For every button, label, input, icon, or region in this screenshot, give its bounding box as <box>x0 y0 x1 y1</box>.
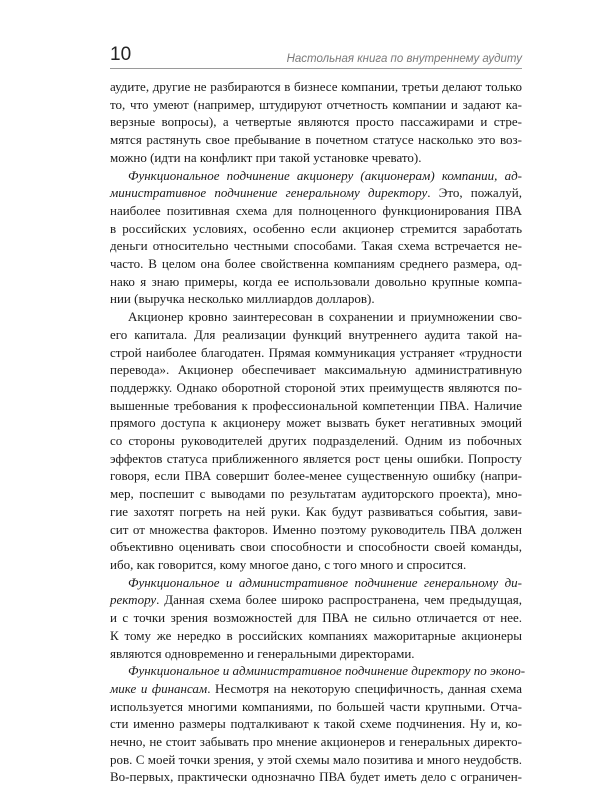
line-text: часто. В целом она более свойственна компаниям среднего размера, од- <box>110 256 522 272</box>
text-line <box>110 432 522 450</box>
text-line <box>110 627 522 645</box>
line-text: нако я знаю примеры, когда ее использовали довольно крупные компа- <box>110 273 522 289</box>
line-text: говоря, если ПВА совершит более-менее существенную ошибку (напри- <box>110 468 522 484</box>
line-text: строй наиболее благодатен. Прямая коммуникация устраняет «трудности <box>110 344 522 360</box>
line-text: верзные вопросы), а четвертые являются просто пассажирами и стре- <box>110 114 522 130</box>
line-text: Во-первых, практически однозначно ПВА будет иметь дело с ограничен- <box>110 769 522 785</box>
line-text: ров. С моей точки зрения, у этой схемы мало позитива и много неудобств. <box>110 751 522 767</box>
paragraph <box>110 308 522 574</box>
text-line <box>110 255 522 273</box>
text-line <box>110 167 522 185</box>
line-text: прямого доступа к акционеру может вызвать букет негативных эмоций <box>110 415 522 431</box>
text-line <box>110 556 522 574</box>
line-text: мятся растянуть свое пребывание в почетном статусе насколько это воз- <box>110 132 522 148</box>
line-text: используется многими компаниями, по большей части крупными. Отча- <box>110 698 522 714</box>
line-text: . Данная схема более широко распространена, чем предыдущая, <box>156 592 522 608</box>
text-line <box>110 308 522 326</box>
line-text: К тому же нередко в российских компаниях мажоритарные акционеры <box>110 627 522 643</box>
paragraph <box>110 78 522 167</box>
line-text: сит от множества факторов. Именно поэтому руководитель ПВА должен <box>110 521 522 537</box>
text-line <box>110 485 522 503</box>
line-text: являются одновременно и генеральными директорами. <box>110 645 415 661</box>
text-line <box>110 96 522 114</box>
line-text: в российских условиях, особенно если акционер стремится заработать <box>110 220 522 236</box>
text-line <box>110 609 522 627</box>
line-text: перевода». Акционер обеспечивает максимальную административную <box>110 362 522 378</box>
italic-heading: Функциональное подчинение акционеру (акционерам) компании, ад- <box>128 167 522 183</box>
italic-heading: Функциональное и административное подчинение генеральному ди- <box>128 574 522 590</box>
line-text: аудите, другие не разбираются в бизнесе компании, третьи делают только <box>110 79 522 94</box>
line-text: ибо, как говорится, кому многое дано, с того много и спросится. <box>110 556 467 572</box>
text-line <box>110 503 522 521</box>
line-text: гие захотят погреть на ней руки. Как будут развиваться события, зави- <box>110 503 522 519</box>
text-line <box>110 379 522 397</box>
text-line <box>110 574 522 592</box>
line-text: можно (идти на конфликт при такой установке чревато). <box>110 149 422 165</box>
line-text: то, что умеют (например, штудируют отчетность компании и задают ка- <box>110 96 522 112</box>
running-title: Настольная книга по внутреннему аудиту <box>286 53 522 65</box>
text-line <box>110 733 522 751</box>
paragraph <box>110 574 522 663</box>
line-text: . Это, пожалуй, <box>427 185 522 201</box>
text-line <box>110 237 522 255</box>
text-line <box>110 768 522 786</box>
italic-heading: мике и финансам <box>110 680 208 696</box>
text-line <box>110 326 522 344</box>
text-line <box>110 715 522 733</box>
italic-heading: Функциональное и административное подчинение директору по эконо- <box>128 663 526 679</box>
line-text: эффектов статуса приближенного является рост цены ошибки. Попросту <box>110 450 522 466</box>
text-line <box>110 414 522 432</box>
text-line <box>110 467 522 485</box>
text-line <box>110 78 522 96</box>
line-text: Акционер кровно заинтересован в сохранении и приумножении сво- <box>128 309 522 325</box>
text-line <box>110 220 522 238</box>
line-text: поддержку. Однако оборотной стороной этих преимуществ являются по- <box>110 379 522 395</box>
text-line <box>110 450 522 468</box>
text-line <box>110 397 522 415</box>
text-line <box>110 149 522 167</box>
line-text: нечно, не стоит забывать про мнение акционеров и генеральных директо- <box>110 734 522 750</box>
text-line <box>110 538 522 556</box>
line-text: со стороны руководителей других подразделений. Одним из побочных <box>110 433 522 449</box>
text-line <box>110 361 522 379</box>
page-number: 10 <box>110 44 132 65</box>
line-text: мер, поспешит с выводами по результатам аудиторского проекта), мно- <box>110 486 522 502</box>
text-line <box>110 184 522 202</box>
text-line <box>110 344 522 362</box>
text-line <box>110 113 522 131</box>
line-text: . Несмотря на некоторую специфичность, данная схема <box>207 680 522 696</box>
line-text: его капитала. Для реализации функций внутреннего аудита такой на- <box>110 326 522 342</box>
paragraph <box>110 662 526 786</box>
text-line <box>110 591 522 609</box>
text-line <box>110 290 522 308</box>
paragraph <box>110 167 522 309</box>
line-text: и с точки зрения возможностей для ПВА не сильно отличается от нее. <box>110 610 522 626</box>
line-text: объективно оценивать свои способности и способности своей команды, <box>110 539 522 555</box>
text-line <box>110 698 522 716</box>
text-line <box>110 202 522 220</box>
text-line <box>110 273 522 291</box>
text-line <box>110 680 522 698</box>
text-line <box>110 751 522 769</box>
line-text: деньги относительно честными способами. Такая схема встречается не- <box>110 238 522 254</box>
line-text: нии (выручка несколько миллиардов долларов). <box>110 291 375 307</box>
line-text: вышенные требования к профессиональной компетенции ПВА. Наличие <box>110 397 522 413</box>
page-header <box>110 46 522 69</box>
text-line <box>110 662 526 680</box>
italic-heading: министративное подчинение генеральному директору <box>110 185 428 201</box>
text-line <box>110 521 522 539</box>
italic-heading: ректору <box>110 592 157 608</box>
line-text: сти именно размеры подталкивают к такой схеме подчинения. Ну и, ко- <box>110 716 522 732</box>
text-line <box>110 645 522 663</box>
body-text <box>110 78 526 785</box>
text-line <box>110 131 522 149</box>
line-text: наиболее позитивная схема для полноценного функционирования ПВА <box>110 202 522 218</box>
